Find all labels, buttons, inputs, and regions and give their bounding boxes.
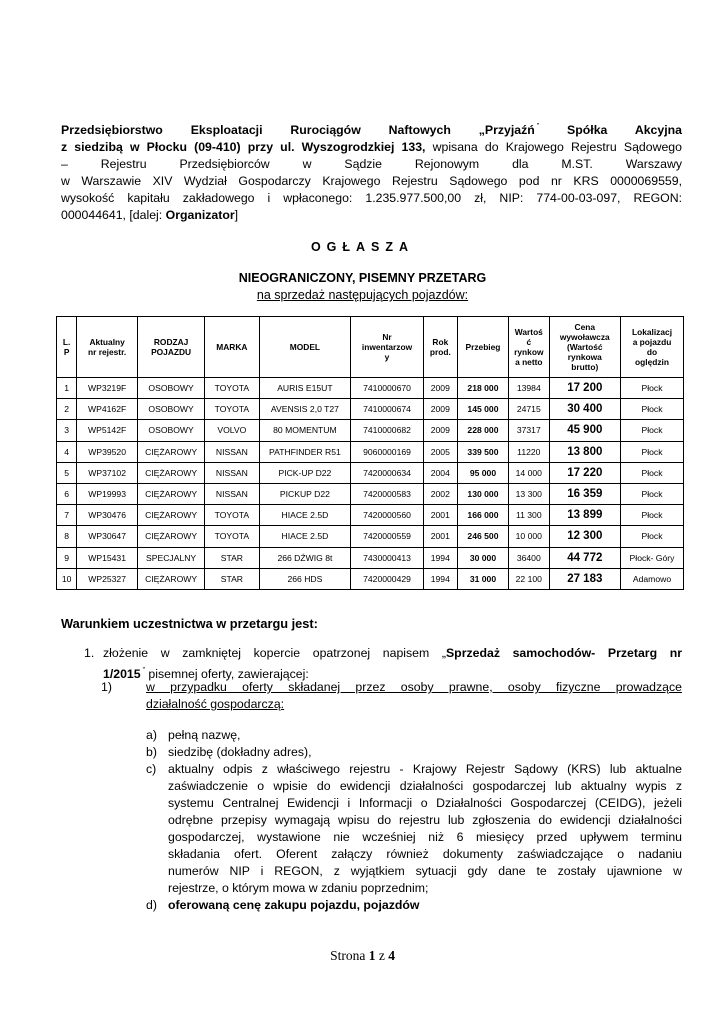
table-cell: 17 220: [549, 462, 620, 483]
column-header: MARKA: [205, 317, 259, 378]
table-row: [57, 420, 684, 441]
table-cell: CIĘŻAROWY: [138, 483, 205, 504]
column-header: Przebieg: [457, 317, 508, 378]
table-cell: 17 200: [549, 378, 620, 399]
point-1: 1. złożenie w zamkniętej kopercie opatrzonej napisem „Sprzedaż samochodów- Przetarg nr 1/2015 ” pisemnej oferty, zawierającej:: [84, 646, 682, 681]
table-cell: Płock: [621, 483, 684, 504]
organizer-intro: Przedsiębiorstwo Eksploatacji Rurociągów Naftowych „Przyjaźń ” Spółka Akcyjna z siedzibą w Płocku (09-410) przy ul. Wyszogrodzkiej 133, wpisana do Krajowego Rejestru Sądowego – Rejestru Przedsiębiorców w Sądzie Rejonowym dla M.ST. Warszawy w Warszawie XIV Wydział Gospodarczy Krajowego Rejestru Sądowego pod nr KRS 0000069559, wysokość kapitału zakładowego i wpłaconego: 1.235.977.500,00 zł, NIP: 774-00-03-097, REGON: 000044641, [dalej: Organizator]: [61, 123, 682, 222]
column-header: Aktualny nr rejestr.: [77, 317, 138, 378]
table-cell: 9: [57, 547, 77, 568]
table-row: [57, 568, 684, 589]
table-cell: AVENSIS 2,0 T27: [259, 399, 351, 420]
table-cell: HIACE 2.5D: [259, 526, 351, 547]
table-row: [57, 462, 684, 483]
table-cell: 13 300: [509, 483, 550, 504]
requirements-list: [146, 727, 682, 914]
table-row: [57, 505, 684, 526]
table-cell: 2009: [423, 420, 457, 441]
table-cell: 12 300: [549, 526, 620, 547]
envelope-label: Sprzedaż samochodów- Przetarg nr: [445, 646, 682, 660]
table-cell: HIACE 2.5D: [259, 505, 351, 526]
table-cell: 10: [57, 568, 77, 589]
organizer-label: Organizator: [165, 208, 235, 222]
table-cell: 7420000559: [351, 526, 424, 547]
table-cell: Płock: [621, 378, 684, 399]
table-cell: 2004: [423, 462, 457, 483]
total-pages: 4: [388, 948, 395, 963]
table-cell: 145 000: [457, 399, 508, 420]
table-cell: Płock: [621, 441, 684, 462]
table-cell: 95 000: [457, 462, 508, 483]
table-cell: 2009: [423, 378, 457, 399]
table-cell: 8: [57, 526, 77, 547]
table-cell: CIĘŻAROWY: [138, 441, 205, 462]
table-cell: 266 DŹWIG 8t: [259, 547, 351, 568]
table-cell: 3: [57, 420, 77, 441]
table-cell: 7420000583: [351, 483, 424, 504]
table-cell: 7: [57, 505, 77, 526]
table-cell: 14 000: [509, 462, 550, 483]
table-cell: NISSAN: [205, 441, 259, 462]
table-cell: WP5142F: [77, 420, 138, 441]
announce-heading: OGŁASZA: [310, 240, 415, 254]
table-cell: 80 MOMENTUM: [259, 420, 351, 441]
table-cell: VOLVO: [205, 420, 259, 441]
list-item: b) siedzibę (dokładny adres),: [146, 745, 312, 759]
table-cell: 6: [57, 483, 77, 504]
table-cell: OSOBOWY: [138, 420, 205, 441]
table-cell: WP3219F: [77, 378, 138, 399]
table-cell: STAR: [205, 547, 259, 568]
table-cell: Płock: [621, 462, 684, 483]
table-cell: 11 300: [509, 505, 550, 526]
table-cell: WP37102: [77, 462, 138, 483]
table-cell: 13 800: [549, 441, 620, 462]
table-cell: 2002: [423, 483, 457, 504]
table-cell: 11220: [509, 441, 550, 462]
table-row: [57, 526, 684, 547]
table-cell: 218 000: [457, 378, 508, 399]
table-cell: 7420000429: [351, 568, 424, 589]
subpoint-1: 1) w przypadku oferty składanej przez osoby prawne, osoby fizyczne prowadzące działalność gospodarczą:: [101, 680, 682, 711]
column-header: RODZAJ POJAZDU: [138, 317, 205, 378]
table-cell: WP25327: [77, 568, 138, 589]
table-cell: TOYOTA: [205, 526, 259, 547]
table-cell: 2: [57, 399, 77, 420]
table-cell: Płock: [621, 505, 684, 526]
table-cell: 7410000674: [351, 399, 424, 420]
table-cell: 339 500: [457, 441, 508, 462]
table-cell: OSOBOWY: [138, 399, 205, 420]
table-cell: Płock- Góry: [621, 547, 684, 568]
company-address: z siedzibą w Płocku (09-410) przy ul. Wyszogrodzkiej 133,: [61, 140, 426, 154]
table-cell: PICKUP D22: [259, 483, 351, 504]
column-header: Nr inwentarzow y: [351, 317, 424, 378]
table-cell: 13 899: [549, 505, 620, 526]
table-cell: AURIS E15UT: [259, 378, 351, 399]
table-cell: WP39520: [77, 441, 138, 462]
tender-title: NIEOGRANICZONY, PISEMNY PRZETARG: [238, 271, 487, 285]
table-cell: 7420000634: [351, 462, 424, 483]
table-cell: 37317: [509, 420, 550, 441]
table-cell: 7420000560: [351, 505, 424, 526]
column-header: L. P: [57, 317, 77, 378]
list-item: a) pełną nazwę,: [146, 728, 241, 742]
table-cell: 7410000670: [351, 378, 424, 399]
table-cell: 2001: [423, 505, 457, 526]
table-cell: WP30647: [77, 526, 138, 547]
table-cell: OSOBOWY: [138, 378, 205, 399]
table-cell: CIĘŻAROWY: [138, 505, 205, 526]
table-cell: Adamowo: [621, 568, 684, 589]
table-row: [57, 441, 684, 462]
column-header: Rok prod.: [423, 317, 457, 378]
table-cell: CIĘŻAROWY: [138, 462, 205, 483]
point-number: 1.: [84, 646, 95, 660]
company-name: Przedsiębiorstwo Eksploatacji Rurociągów Naftowych „Przyjaźń: [61, 123, 535, 137]
table-cell: NISSAN: [205, 462, 259, 483]
table-cell: 266 HDS: [259, 568, 351, 589]
table-cell: WP30476: [77, 505, 138, 526]
table-cell: 10 000: [509, 526, 550, 547]
vehicles-table: [56, 316, 684, 590]
table-cell: WP15431: [77, 547, 138, 568]
page-footer: Strona 1 z 4: [330, 948, 395, 963]
table-cell: 5: [57, 462, 77, 483]
tender-subtitle: na sprzedaż następujących pojazdów:: [256, 288, 469, 302]
table-cell: 36400: [509, 547, 550, 568]
table-cell: 16 359: [549, 483, 620, 504]
table-cell: 130 000: [457, 483, 508, 504]
table-cell: 1: [57, 378, 77, 399]
column-header: Wartoś ć rynkow a netto: [509, 317, 550, 378]
table-cell: 2009: [423, 399, 457, 420]
table-cell: 2001: [423, 526, 457, 547]
column-header: Cena wywoławcza (Wartość rynkowa brutto): [549, 317, 620, 378]
table-cell: 246 500: [457, 526, 508, 547]
column-header: Lokalizacj a pojazdu do oględzin: [621, 317, 684, 378]
table-cell: STAR: [205, 568, 259, 589]
table-cell: WP4162F: [77, 399, 138, 420]
table-cell: 1994: [423, 547, 457, 568]
column-header: MODEL: [259, 317, 351, 378]
table-cell: 7430000413: [351, 547, 424, 568]
table-cell: SPECJALNY: [138, 547, 205, 568]
table-row: [57, 483, 684, 504]
list-item: c) aktualny odpis z właściwego rejestru - Krajowy Rejestr Sądowy (KRS) lub aktualne zaświadczenie o wpisie do ewidencji działalności gospodarczej lub aktualny wypis z systemu Centralnej Ewidencji i Informacji o Działalności Gospodarczej (CEIDG), jeżeli odrębne przepisy wymagają wpisu do rejestru lub zgłoszenia do ewidencji działalności gospodarczej, wystawione nie wcześniej niż 6 miesięcy przed upływem terminu składania ofert. Oferent załączy również dokumenty zaświadczające o nadaniu numerów NIP i REGON, z wyjątkiem sytuacji gdy dane te zostały ujawnione w rejestrze, o którym mowa w zdaniu poprzednim;: [146, 762, 682, 895]
table-cell: 31 000: [457, 568, 508, 589]
table-row: [57, 378, 684, 399]
table-cell: 228 000: [457, 420, 508, 441]
table-cell: 22 100: [509, 568, 550, 589]
table-cell: 1994: [423, 568, 457, 589]
table-cell: WP19993: [77, 483, 138, 504]
table-cell: TOYOTA: [205, 505, 259, 526]
table-cell: 44 772: [549, 547, 620, 568]
table-cell: NISSAN: [205, 483, 259, 504]
table-cell: CIĘŻAROWY: [138, 526, 205, 547]
current-page: 1: [368, 948, 376, 963]
table-cell: PATHFINDER R51: [259, 441, 351, 462]
table-row: [57, 399, 684, 420]
table-cell: Płock: [621, 399, 684, 420]
table-cell: 24715: [509, 399, 550, 420]
table-cell: 45 900: [549, 420, 620, 441]
table-cell: TOYOTA: [205, 399, 259, 420]
list-item: d) oferowaną cenę zakupu pojazdu, pojazdów: [146, 898, 420, 912]
table-cell: 4: [57, 441, 77, 462]
table-cell: CIĘŻAROWY: [138, 568, 205, 589]
table-cell: 13984: [509, 378, 550, 399]
table-cell: TOYOTA: [205, 378, 259, 399]
table-cell: 166 000: [457, 505, 508, 526]
table-row: [57, 547, 684, 568]
table-cell: PICK-UP D22: [259, 462, 351, 483]
table-cell: 30 000: [457, 547, 508, 568]
table-cell: 9060000169: [351, 441, 424, 462]
table-cell: 27 183: [549, 568, 620, 589]
table-cell: 7410000682: [351, 420, 424, 441]
table-cell: 30 400: [549, 399, 620, 420]
conditions-heading: Warunkiem uczestnictwa w przetargu jest:: [61, 616, 318, 631]
table-header-row: [57, 317, 684, 378]
table-cell: 2005: [423, 441, 457, 462]
table-body: [57, 378, 684, 590]
table-cell: Płock: [621, 420, 684, 441]
table-cell: Płock: [621, 526, 684, 547]
